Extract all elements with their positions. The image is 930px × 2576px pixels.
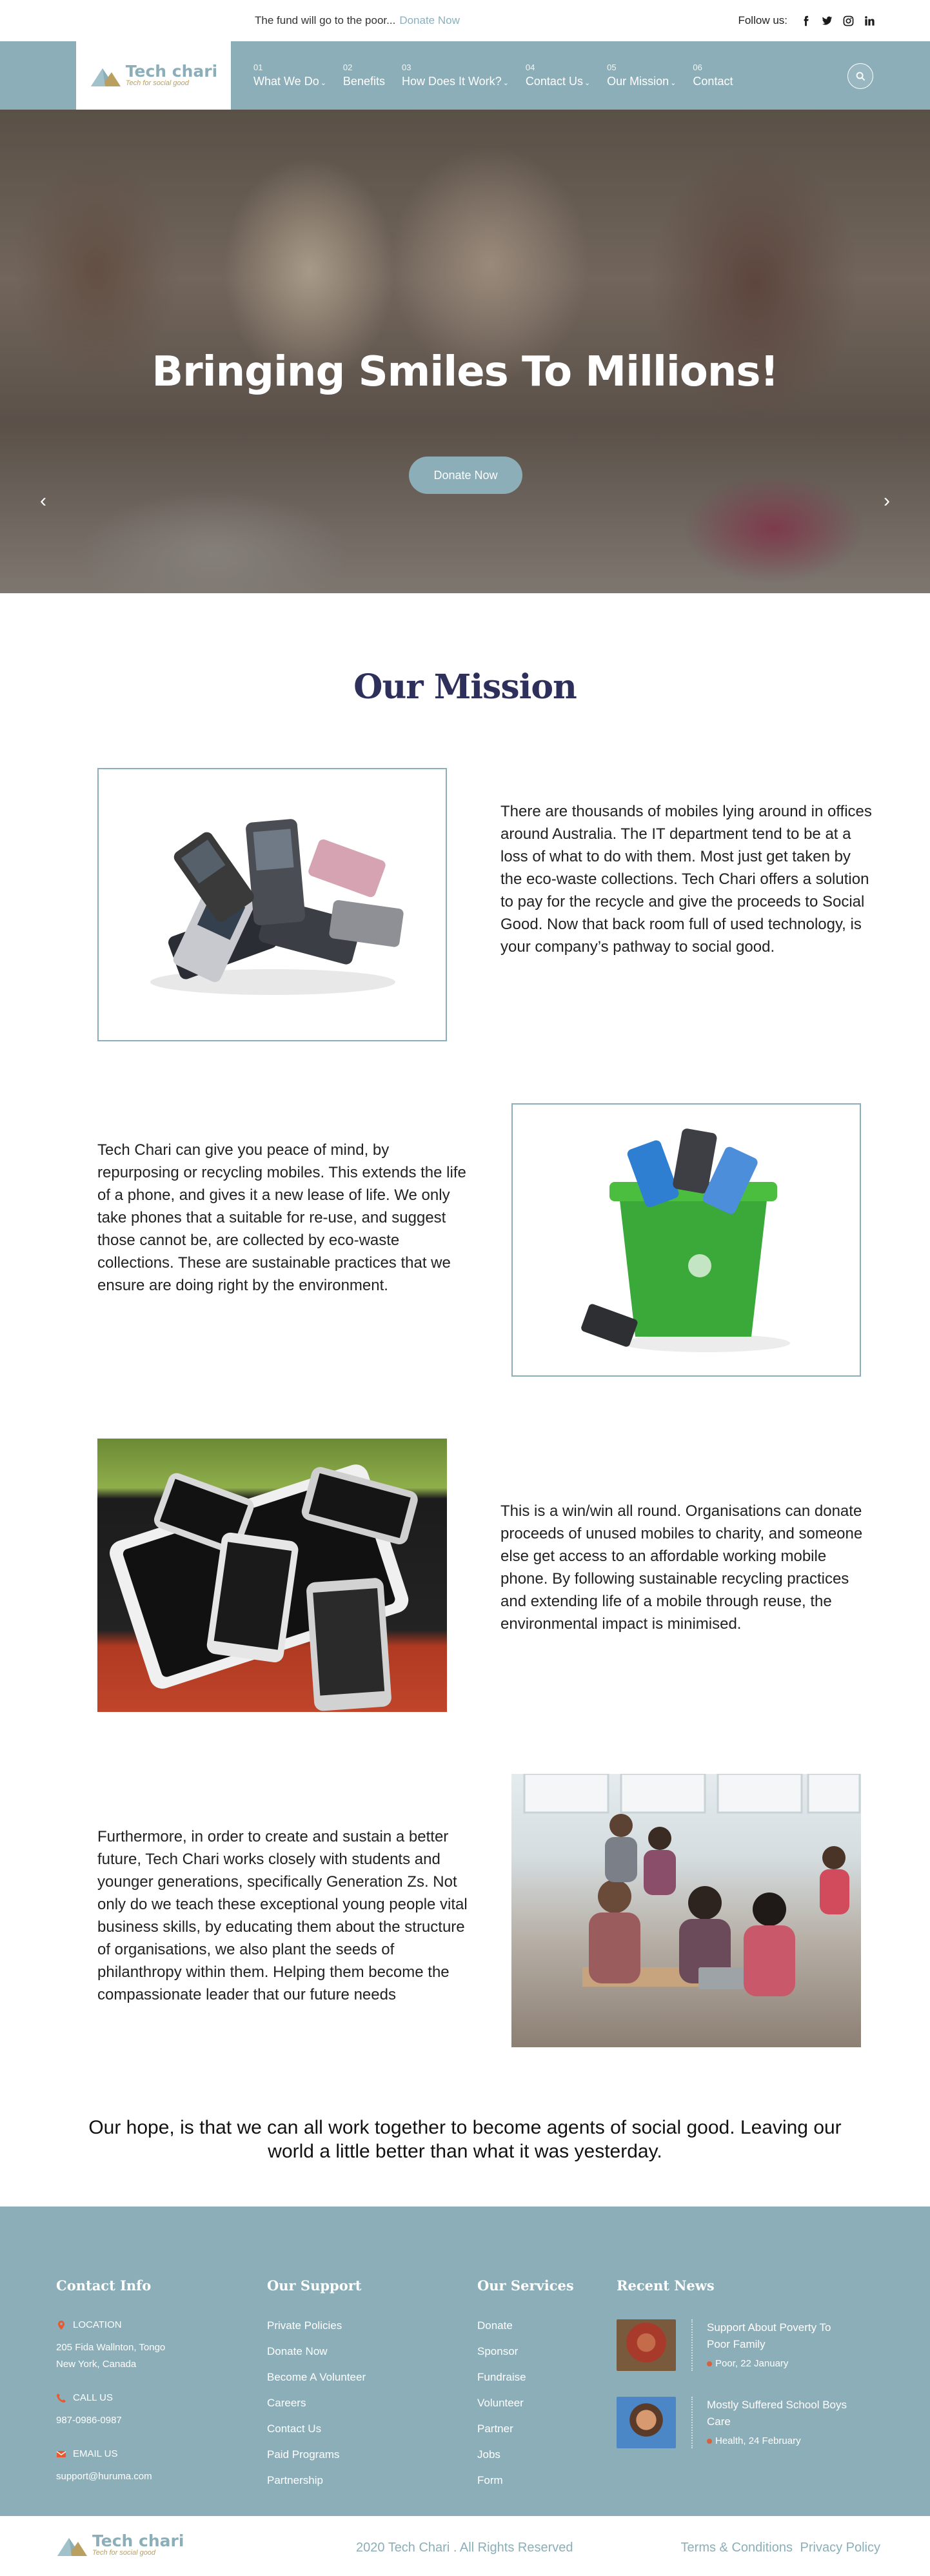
nav-label: Benefits [342,75,385,88]
nav-item-how-does-it-work[interactable] [402,63,509,88]
fund-message-text: The fund will go to the poor... [255,14,396,26]
twitter-icon[interactable] [822,15,833,26]
hero-donate-button[interactable]: Donate Now [409,457,522,494]
hero-slider [0,110,930,593]
phones-on-tablet-image [97,1439,447,1712]
hero-title: Bringing Smiles To Millions! [152,348,778,396]
hope-statement: Our hope, is that we can all work together to become agents of social good. Leaving our world a little better than what it was yesterday. [88,2117,842,2162]
news-meta-text: Health, 24 February [715,2435,801,2446]
chevron-down-icon: ⌄ [670,79,677,87]
news-thumbnail [617,2397,676,2448]
news-thumbnail [617,2319,676,2371]
service-link-form[interactable]: Form [477,2474,503,2486]
copyright: 2020 Tech Chari . All Rights Reserved [356,2541,573,2555]
logo-mountain-icon [90,63,122,88]
mission-title: Our Mission [353,667,577,707]
donate-now-link[interactable]: Donate Now [399,14,460,26]
mission-paragraph-3: This is a win/win all round. Organisations can donate proceeds of unused mobiles to charity, and someone else get access to an affordable working mobile phone. By following sustainable recycling practices and extending life of a mobile through reuse, the environmental impact is minimised. [500,1502,863,1633]
nav-label: Our Mission [607,75,669,88]
email-label [56,2448,165,2459]
chevron-down-icon: ⌄ [584,79,591,87]
location-label [56,2319,165,2330]
recent-news-column [617,2277,853,2474]
chevron-left-icon[interactable]: ‹ [40,490,46,511]
recent-news-title: Recent News [617,2277,715,2294]
nav-number: 06 [693,63,702,72]
nav-menu [253,41,733,110]
nav-number: 01 [253,63,263,72]
email-icon [56,2449,66,2459]
legal-links [677,2541,880,2555]
follow-us [738,0,875,41]
our-support-title: Our Support [267,2277,362,2294]
contact-info-title: Contact Info [56,2277,152,2294]
our-services-column [477,2277,574,2500]
support-link-paid-programs[interactable]: Paid Programs [267,2448,340,2461]
call-label [56,2392,165,2403]
news-meta [707,2435,853,2446]
news-title[interactable]: Support About Poverty To Poor Family [707,2321,831,2350]
our-support-column [267,2277,366,2500]
search-icon [856,72,866,81]
news-meta [707,2358,853,2369]
mission-row-3 [0,1439,930,1774]
social-links [800,15,875,26]
footer-logo[interactable] [56,2533,184,2557]
search-button[interactable] [847,63,873,89]
nav-number: 04 [525,63,535,72]
chevron-down-icon: ⌄ [502,79,509,87]
service-link-sponsor[interactable]: Sponsor [477,2345,519,2357]
location-value [56,2339,165,2373]
site-logo[interactable] [76,41,231,110]
location-icon [56,2320,66,2330]
service-link-jobs[interactable]: Jobs [477,2448,500,2461]
nav-item-contact[interactable] [693,63,733,88]
tag-dot-icon [707,2361,712,2366]
email-label-text: EMAIL US [73,2448,118,2459]
nav-item-contact-us[interactable] [526,63,590,88]
logo-tagline: Tech for social good [125,79,189,87]
footer-logo-tagline: Tech for social good [92,2549,156,2557]
nav-number: 05 [607,63,617,72]
phones-pile-image [97,768,447,1041]
support-link-partnership[interactable]: Partnership [267,2474,323,2486]
privacy-link[interactable]: Privacy Policy [800,2541,880,2555]
logo-name: Tech chari [125,61,218,81]
nav-number: 02 [342,63,353,72]
nav-item-benefits[interactable] [343,63,385,88]
main-navigation [0,41,930,110]
phone-icon [56,2393,66,2403]
call-label-text: CALL US [73,2392,113,2403]
support-link-careers[interactable]: Careers [267,2397,306,2409]
news-item[interactable] [617,2397,853,2448]
nav-item-our-mission[interactable] [607,63,676,88]
location-line-1: 205 Fida Wallnton, Tongo [56,2342,166,2353]
contact-info-column [56,2277,165,2504]
mission-row-2 [0,1103,930,1439]
support-link-become-volunteer[interactable]: Become A Volunteer [267,2371,366,2383]
tag-dot-icon [707,2439,712,2444]
recycle-bin-image [511,1103,861,1377]
students-classroom-image [511,1774,861,2047]
chevron-right-icon[interactable]: › [884,490,890,511]
news-title[interactable]: Mostly Suffered School Boys Care [707,2399,847,2428]
location-line-2: New York, Canada [56,2359,137,2370]
fund-message [255,14,460,27]
support-link-private-policies[interactable]: Private Policies [267,2319,342,2332]
our-services-title: Our Services [477,2277,574,2294]
nav-item-what-we-do[interactable] [253,63,326,88]
chevron-down-icon: ⌄ [320,79,326,87]
phone-number[interactable]: 987-0986-0987 [56,2415,122,2426]
email-address[interactable]: support@huruma.com [56,2471,152,2482]
nav-label: How Does It Work? [401,75,502,88]
mission-row-4 [0,1774,930,2109]
support-link-donate-now[interactable]: Donate Now [267,2345,328,2357]
bottom-bar [0,2516,930,2576]
service-link-partner[interactable]: Partner [477,2423,513,2435]
footer [0,2207,930,2516]
mission-row-1 [0,768,930,1103]
follow-label: Follow us: [738,14,787,26]
nav-label: What We Do [253,75,319,88]
nav-number: 03 [401,63,411,72]
mission-paragraph-1: There are thousands of mobiles lying around in offices around Australia. The IT department tend to be at a loss of what to do with them. Most just get taken by the eco-waste collections. Tech Chari offers a solution to pay for the recycle and give the proceeds to Social Good. Now that back room full of used technology, is your company’s pathway to social good. [500,803,872,956]
mission-paragraph-4: Furthermore, in order to create and sustain a better future, Tech Chari works closely with students and younger generations, specifically Generation Zs. Not only do we teach these exceptional young people vital business skills, by educating them about the structure of organisations, we also plant the seeds of philanthropy within them. Helping them become the compassionate leader that our future needs [97,1828,468,2003]
top-bar [0,0,930,41]
location-label-text: LOCATION [73,2319,122,2330]
linkedin-icon[interactable] [864,15,875,26]
news-item[interactable] [617,2319,853,2371]
facebook-icon[interactable] [800,15,811,26]
news-meta-text: Poor, 22 January [715,2358,789,2369]
nav-label: Contact Us [525,75,583,88]
footer-logo-name: Tech chari [92,2532,184,2550]
logo-mountain-icon [56,2533,88,2557]
mission-paragraph-2: Tech Chari can give you peace of mind, by repurposing or recycling mobiles. This extends the life of a phone, and gives it a new lease of life. We only take phones that a suitable for re-use, and suggest those cannot be, are collected by eco-waste collections. These are sustainable practices that we ensure are doing right by the environment. [97,1141,466,1294]
service-link-fundraise[interactable]: Fundraise [477,2371,526,2383]
service-link-donate[interactable]: Donate [477,2319,513,2332]
instagram-icon[interactable] [843,15,854,26]
support-link-contact-us[interactable]: Contact Us [267,2423,322,2435]
service-link-volunteer[interactable]: Volunteer [477,2397,524,2409]
terms-link[interactable]: Terms & Conditions [680,2541,793,2555]
nav-label: Contact [693,75,733,88]
